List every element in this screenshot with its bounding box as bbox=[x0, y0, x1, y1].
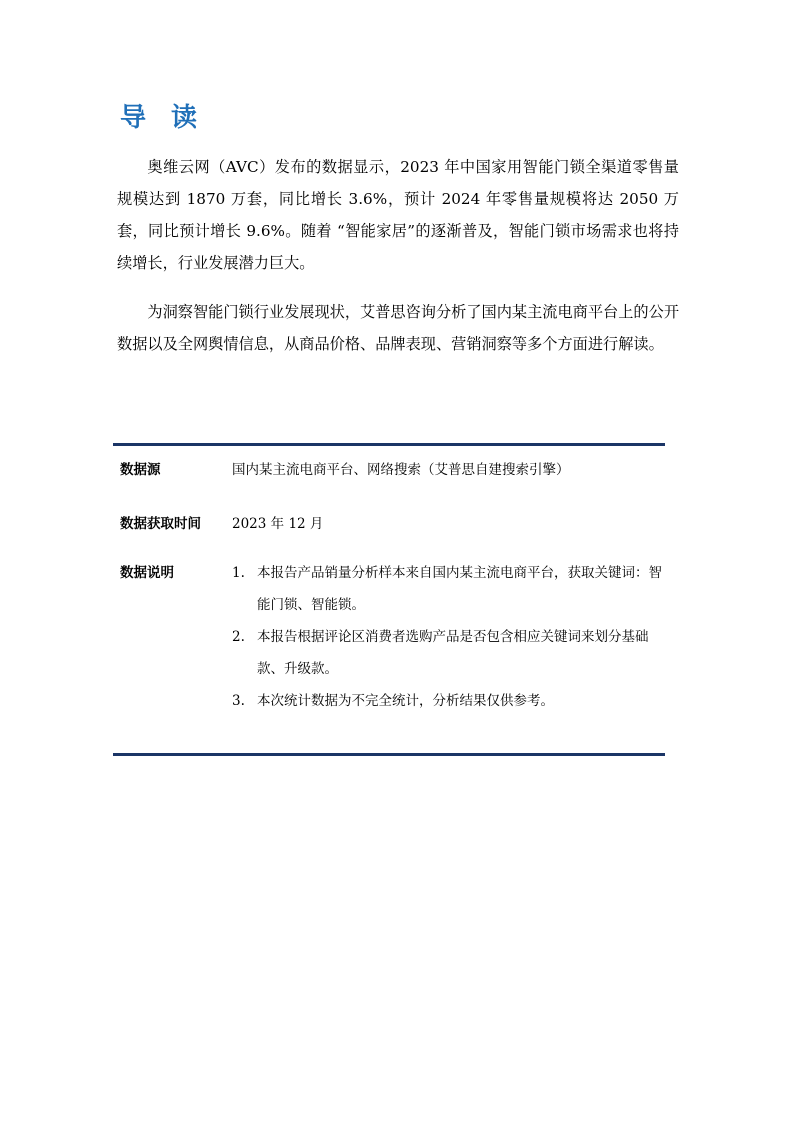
intro-section bbox=[117, 151, 679, 377]
data-notes-label: 数据说明 bbox=[120, 565, 174, 581]
page-title: 导 读 bbox=[120, 103, 206, 133]
data-source-label: 数据源 bbox=[120, 462, 161, 478]
data-time-value: 2023 年 12 月 bbox=[232, 516, 324, 532]
list-item bbox=[232, 685, 667, 717]
note-text: 本报告根据评论区消费者选购产品是否包含相应关键词来划分基础款、升级款。 bbox=[257, 629, 649, 677]
note-number: 1. bbox=[232, 565, 245, 581]
data-info-box bbox=[113, 443, 665, 756]
note-text: 本次统计数据为不完全统计，分析结果仅供参考。 bbox=[257, 693, 554, 709]
note-number: 3. bbox=[232, 693, 245, 709]
note-number: 2. bbox=[232, 629, 245, 645]
intro-paragraph-2: 为洞察智能门锁行业发展现状，艾普思咨询分析了国内某主流电商平台上的公开数据以及全网舆情信息，从商品价格、品牌表现、营销洞察等多个方面进行解读。 bbox=[117, 303, 679, 353]
list-item bbox=[232, 621, 667, 685]
data-notes-list bbox=[232, 557, 667, 717]
data-source-value: 国内某主流电商平台、网络搜索（艾普思自建搜索引擎） bbox=[232, 462, 570, 478]
intro-paragraph-1: 奥维云网（AVC）发布的数据显示，2023 年中国家用智能门锁全渠道零售量规模达到 1870 万套，同比增长 3.6%，预计 2024 年零售量规模将达 2050 万套，同比预计增长 9.6%。随着 “智能家居”的逐渐普及，智能门锁市场需求也将持续增长，行业发展潜力巨大。 bbox=[117, 158, 679, 272]
data-time-label: 数据获取时间 bbox=[120, 516, 201, 532]
note-text: 本报告产品销量分析样本来自国内某主流电商平台，获取关键词：智能门锁、智能锁。 bbox=[257, 565, 662, 613]
list-item bbox=[232, 557, 667, 621]
